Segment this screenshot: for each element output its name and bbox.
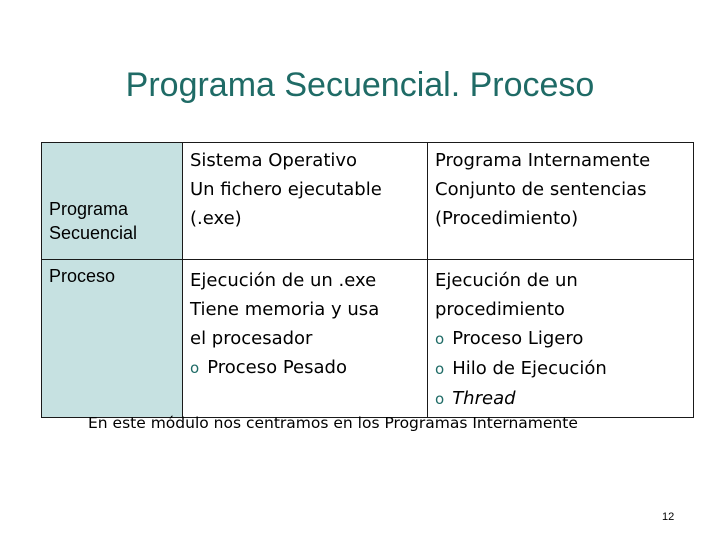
row-label-line: Secuencial	[49, 223, 138, 243]
cell-programa-internamente-row2	[428, 260, 694, 418]
cell-text: Un fichero ejecutable	[190, 179, 382, 200]
cell-sistema-operativo-row1	[183, 143, 428, 260]
cell-text: Ejecución de un	[435, 270, 578, 291]
bullet-text: Proceso Ligero	[452, 328, 584, 349]
footer-note: En este módulo nos centramos en los Programas Internamente	[88, 414, 578, 432]
bullet-icon: o	[435, 360, 445, 378]
bullet-item	[190, 353, 420, 383]
bullet-text: Hilo de Ejecución	[452, 358, 607, 379]
bullet-icon: o	[190, 359, 200, 377]
bullet-item	[435, 354, 686, 384]
page-number: 12	[662, 511, 675, 523]
cell-programa-internamente-row1	[428, 143, 694, 260]
table-row	[42, 143, 694, 260]
table-row	[42, 260, 694, 418]
bullet-item	[435, 384, 686, 414]
column-header-programa-internamente: Programa Internamente	[435, 150, 651, 171]
slide-title: Programa Secuencial. Proceso	[125, 66, 595, 104]
bullet-icon: o	[435, 390, 445, 408]
cell-sistema-operativo-row2	[183, 260, 428, 418]
cell-text: (.exe)	[190, 208, 242, 229]
bullet-icon: o	[435, 330, 445, 348]
column-header-sistema-operativo: Sistema Operativo	[190, 150, 358, 171]
cell-text: Ejecución de un .exe	[190, 270, 377, 291]
bullet-item	[435, 324, 686, 354]
comparison-table	[41, 142, 694, 418]
row-label: Proceso	[49, 266, 116, 286]
cell-text: Conjunto de sentencias	[435, 179, 647, 200]
bullet-text: Thread	[452, 388, 516, 409]
cell-text: (Procedimiento)	[435, 208, 579, 229]
row-label-line: Programa	[49, 199, 129, 219]
cell-text: el procesador	[190, 328, 313, 349]
cell-text: procedimiento	[435, 299, 565, 320]
row-header-programa-secuencial	[42, 143, 183, 260]
cell-text: Tiene memoria y usa	[190, 299, 380, 320]
row-header-proceso	[42, 260, 183, 418]
bullet-text: Proceso Pesado	[207, 357, 347, 378]
